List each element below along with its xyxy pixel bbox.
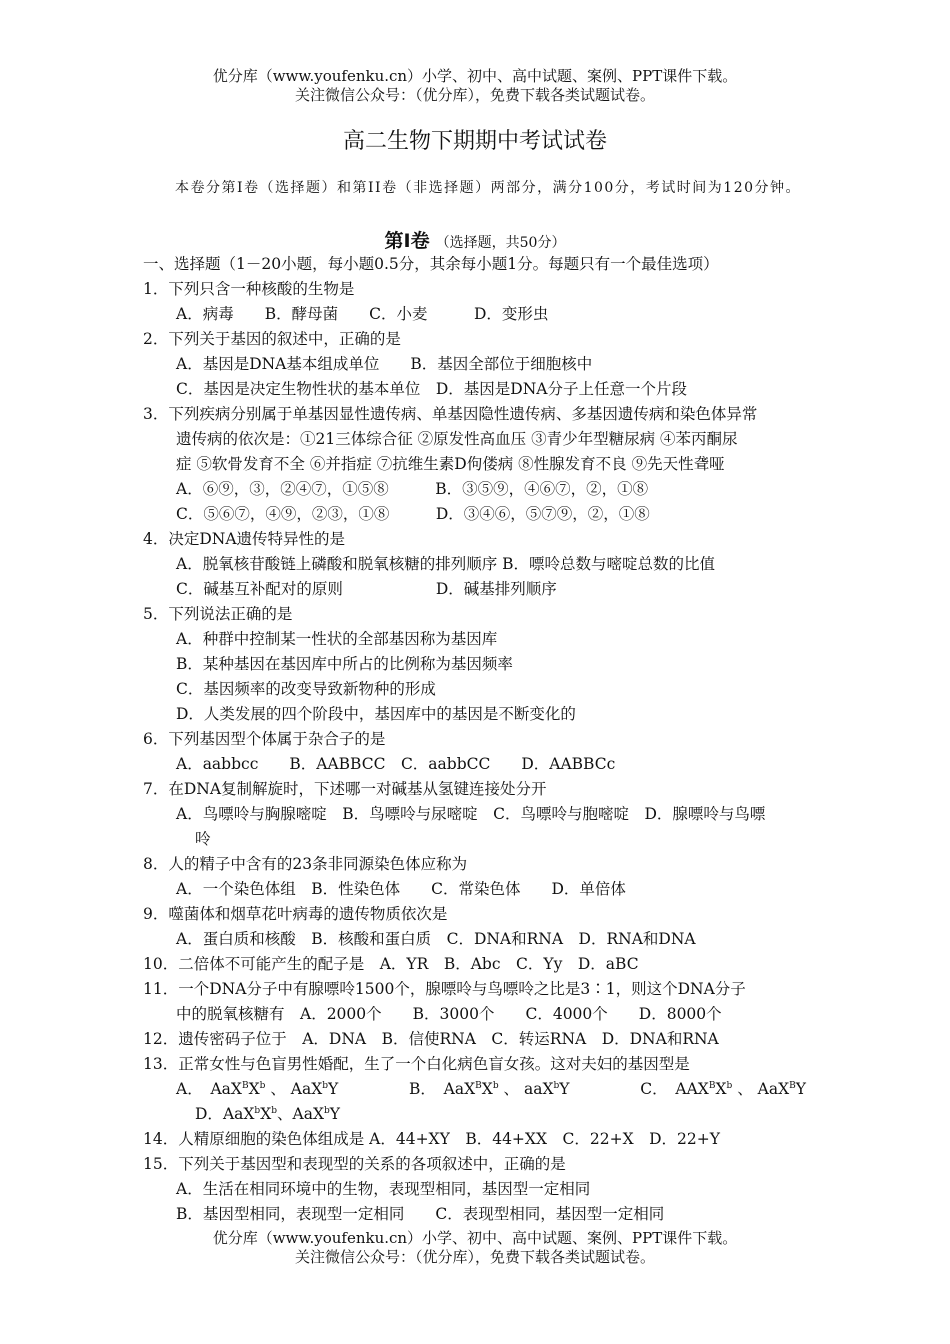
question-3-cont-2: 症 ⑤软骨发育不全 ⑥并指症 ⑦抗维生素D佝偻病 ⑧性腺发育不良 ⑨先天性聋哑 <box>176 455 725 473</box>
question-15: 15．下列关于基因型和表现型的关系的各项叙述中，正确的是 <box>143 1155 566 1173</box>
question-13-options-abc <box>176 1077 806 1099</box>
question-5: 5．下列说法正确的是 <box>143 605 293 623</box>
section-heading-note: （选择题，共50分） <box>435 235 566 251</box>
section-heading-main: 第Ⅰ卷 <box>384 230 430 252</box>
question-6-options: A．aabbcc B．AABBCC C．aabbCC D．AABBCc <box>176 755 616 773</box>
question-15-options-bc: B．基因型相同，表现型一定相同 C．表现型相同，基因型一定相同 <box>176 1205 665 1223</box>
question-7-options-cont: 呤 <box>195 830 211 848</box>
question-2-options-cd: C．基因是决定生物性状的基本单位 D．基因是DNA分子上任意一个片段 <box>176 380 687 398</box>
question-4-options-cd: C．碱基互补配对的原则 D．碱基排列顺序 <box>176 580 557 598</box>
question-3-options-cd: C．⑤⑥⑦，④⑨，②③，①⑧ D．③④⑥，⑤⑦⑨，②，①⑧ <box>176 505 650 523</box>
question-13-option-b: B． $AaX^BX^b$ 、 aaX$^b$Y <box>409 1080 570 1098</box>
question-1-options: A．病毒 B．酵母菌 C．小麦 D．变形虫 <box>176 305 549 323</box>
question-6: 6．下列基因型个体属于杂合子的是 <box>143 730 386 748</box>
question-5-option-b: B．某种基因在基因库中所占的比例称为基因频率 <box>176 655 513 673</box>
question-9-options: A．蛋白质和核酸 B．核酸和蛋白质 C．DNA和RNA D．RNA和DNA <box>176 930 696 948</box>
page-footer <box>0 1229 950 1267</box>
question-10: 10．二倍体不可能产生的配子是 A．YR B．Abc C．Yy D．aBC <box>143 955 639 973</box>
question-13-option-a: A． $AaX^BX^b$ 、 AaX$^b$Y <box>176 1080 339 1098</box>
question-9: 9．噬菌体和烟草花叶病毒的遗传物质依次是 <box>143 905 448 923</box>
instructions: 一、选择题（1－20小题，每小题0.5分，其余每小题1分。每题只有一个最佳选项） <box>143 255 719 273</box>
question-13: 13．正常女性与色盲男性婚配，生了一个白化病色盲女孩。这对夫妇的基因型是 <box>143 1055 690 1073</box>
question-5-option-c: C．基因频率的改变导致新物种的形成 <box>176 680 436 698</box>
question-15-option-a: A．生活在相同环境中的生物，表现型相同，基因型一定相同 <box>176 1180 591 1198</box>
question-2: 2．下列关于基因的叙述中，正确的是 <box>143 330 401 348</box>
question-5-option-a: A．种群中控制某一性状的全部基因称为基因库 <box>176 630 498 648</box>
question-3: 3．下列疾病分别属于单基因显性遗传病、单基因隐性遗传病、多基因遗传病和染色体异常 <box>143 405 758 423</box>
question-8: 8．人的精子中含有的23条非同源染色体应称为 <box>143 855 468 873</box>
question-12: 12．遗传密码子位于 A．DNA B．信使RNA C．转运RNA D．DNA和RNA <box>143 1030 719 1048</box>
exam-title: 高二生物下期期中考试试卷 <box>342 129 607 154</box>
question-7-options: A．鸟嘌呤与胸腺嘧啶 B．鸟嘌呤与尿嘧啶 C．鸟嘌呤与胞嘧啶 D．腺嘌呤与鸟嘌 <box>176 805 766 823</box>
header-line-2: 关注微信公众号：（优分库），免费下载各类试题试卷。 <box>294 86 655 104</box>
page-header <box>0 67 950 105</box>
question-13-option-c: C． $AAX^BX^b$ 、 AaX$^B$Y <box>640 1080 806 1098</box>
question-11: 11．一个DNA分子中有腺嘌呤1500个，腺嘌呤与鸟嘌呤之比是3∶1，则这个DNA分子 <box>143 980 746 998</box>
question-1: 1．下列只含一种核酸的生物是 <box>143 280 355 298</box>
question-3-options-ab: A．⑥⑨，③，②④⑦，①⑤⑧ B．③⑤⑨，④⑥⑦，②，①⑧ <box>176 480 649 498</box>
question-13-option-d: D．$AaX^bX^b$、AaX$^b$Y <box>195 1105 340 1123</box>
header-line-1: 优分库（www.youfenku.cn）小学、初中、高中试题、案例、PPT课件下载。 <box>212 67 738 85</box>
question-2-options-ab: A．基因是DNA基本组成单位 B．基因全部位于细胞核中 <box>176 355 593 373</box>
question-8-options: A．一个染色体组 B．性染色体 C．常染色体 D．单倍体 <box>176 880 626 898</box>
question-3-cont-1: 遗传病的依次是：①21三体综合征 ②原发性高血压 ③青少年型糖尿病 ④苯丙酮尿 <box>176 430 738 448</box>
question-4: 4．决定DNA遗传特异性的是 <box>143 530 346 548</box>
footer-line-2: 关注微信公众号：（优分库），免费下载各类试题试卷。 <box>294 1248 655 1266</box>
question-7: 7．在DNA复制解旋时，下述哪一对碱基从氢键连接处分开 <box>143 780 547 798</box>
footer-line-1: 优分库（www.youfenku.cn）小学、初中、高中试题、案例、PPT课件下载。 <box>212 1229 738 1247</box>
question-4-options-ab: A．脱氧核苷酸链上磷酸和脱氧核糖的排列顺序 B．嘌呤总数与嘧啶总数的比值 <box>176 555 716 573</box>
exam-intro: 本卷分第Ⅰ卷（选择题）和第II卷（非选择题）两部分，满分100分，考试时间为120分钟。 <box>175 180 802 196</box>
question-5-option-d: D．人类发展的四个阶段中，基因库中的基因是不断变化的 <box>176 705 576 723</box>
question-11-options: 中的脱氧核糖有 A．2000个 B．3000个 C．4000个 D．8000个 <box>176 1005 722 1023</box>
question-14: 14．人精原细胞的染色体组成是 A．44+XY B．44+XX C．22+X D．22+Y <box>143 1130 720 1148</box>
section-heading <box>0 226 950 253</box>
